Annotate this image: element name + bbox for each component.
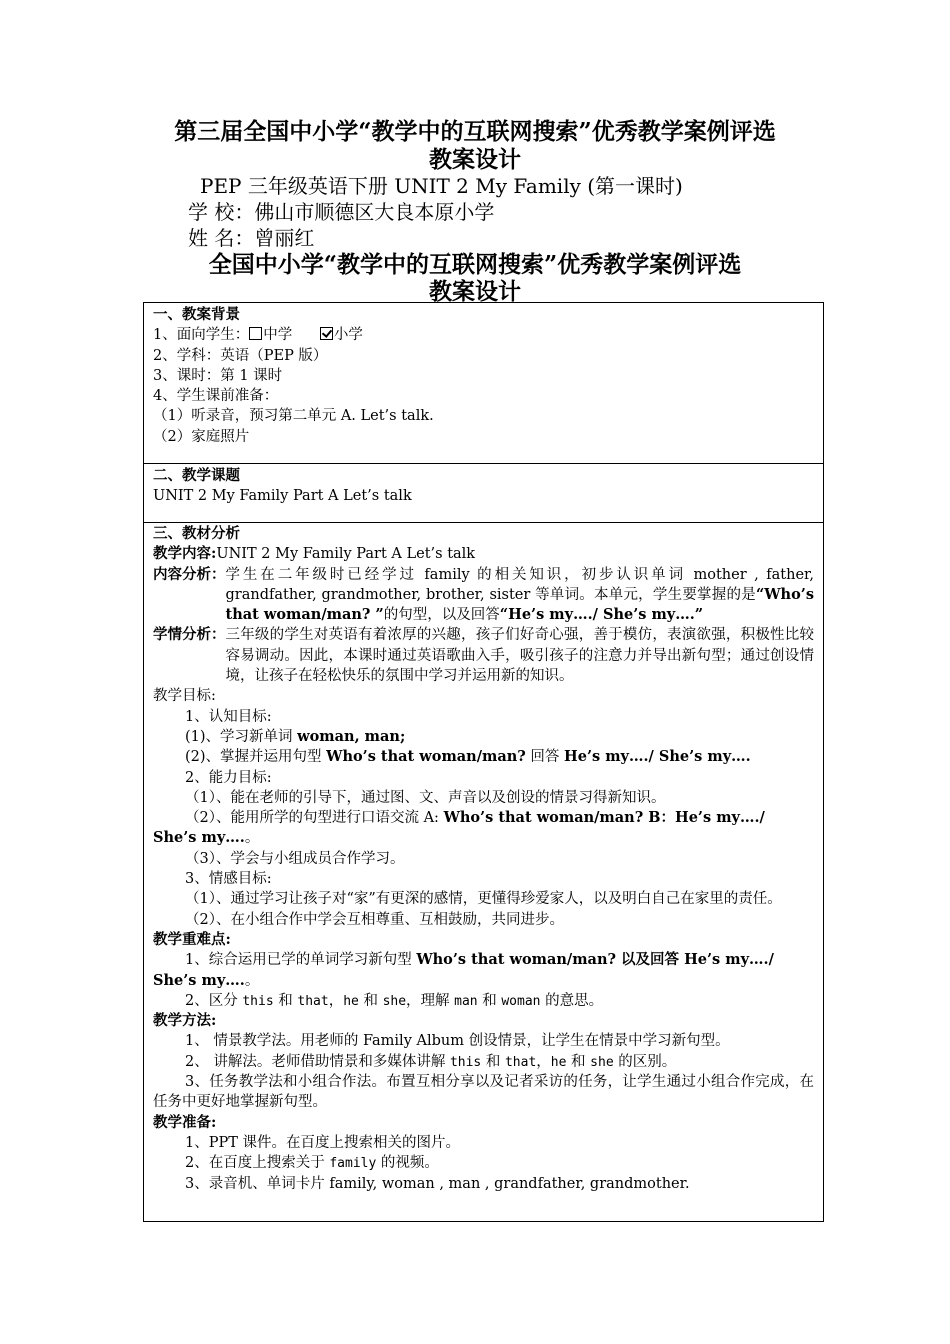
learner-analysis: 学情分析： 三年级的学生对英语有着浓厚的兴趣，孩子们好奇心强，善于模仿，表演欲强，积极性比较容易调动。因此，本课时通过英语歌曲入手，吸引孩子的注意力并导出新句型；通过创设情境，让孩子在轻松快乐的氛围中学习并运用新的知识。 [153,626,814,685]
subject-line: 2、学科：英语（PEP 版） [153,347,328,364]
school-line: 学 校：佛山市顺德区大良本原小学 [188,200,495,224]
preparation-label: 教学准备: [153,1113,217,1131]
methods-label: 教学方法: [153,1012,217,1030]
target-students: 1、面向学生： 中学 小学 [153,327,363,344]
document-title-2: 全国中小学“教学中的互联网搜索”优秀教学案例评选 [208,251,742,278]
key-point: 2、区分 this 和 that，he 和 she，理解 man 和 woman 的意思。 [185,992,604,1009]
section-heading: 一、教案背景 [153,306,240,323]
content-analysis: 内容分析： 学生在二年级时已经学过 family 的相关知识，初步认识单词 mother , father, grandfather, grandmother, brother, sister 等单词。本单元，学生要掌握的是“Who’s that woman/man? ”的句型，以及回答“He’s my…./ She’s my….” [153,565,814,624]
document-title: 第三届全国中小学“教学中的互联网搜索”优秀教学案例评选 [174,118,776,145]
method-item: 2、 讲解法。老师借助情景和多媒体讲解 this 和 that，he 和 she 的区别。 [185,1053,677,1070]
goal-item: （3）、学会与小组成员合作学习。 [185,850,405,867]
preparation-item: 1、PPT 课件。在百度上搜索相关的图片。 [185,1134,461,1151]
content-line: 教学内容:UNIT 2 My Family Part A Let’s talk [153,545,476,563]
section-heading: 三、教材分析 [153,525,240,542]
goals-label: 教学目标: [153,688,216,705]
checkbox-unchecked-icon [249,327,262,340]
row-divider [144,522,823,523]
goal-item: (2)、掌握并运用句型 Who’s that woman/man? 回答 He’s my…./ She’s my…. [185,748,751,766]
goal-cognitive: 1、认知目标: [185,708,272,725]
goal-emotion: 3、情感目标: [185,871,272,888]
method-item: 1、 情景教学法。用老师的 Family Album 创设情景，让学生在情景中学习新句型。 [185,1033,730,1050]
document-subtitle: 教案设计 [429,146,521,173]
preparation-item: 3、录音机、单词卡片 family, woman , man , grandfather, grandmother. [185,1175,690,1192]
goal-item: （1）、通过学习让孩子对“家”有更深的感情，更懂得珍爱家人，以及明白自己在家里的责任。 [185,891,782,908]
goal-item: (1)、学习新单词 woman, man; [185,727,406,745]
section-analysis [153,524,814,1194]
goal-item: （2）、在小组合作中学会互相尊重、互相鼓励，共同进步。 [185,911,564,928]
lesson-plan-table [143,302,824,1222]
section-topic [153,466,814,507]
topic-line: UNIT 2 My Family Part A Let’s talk [153,488,412,505]
prep-item: （2）家庭照片 [153,428,250,445]
prep-item: （1）听录音，预习第二单元 A. Let’s talk. [153,408,434,425]
row-divider [144,463,823,464]
goal-item: （2）、能用所学的句型进行口语交流 A: Who’s that woman/man? B：He’s my…./ She’s my….。 [153,809,765,847]
course-line: PEP 三年级英语下册 UNIT 2 My Family (第一课时) [200,174,683,198]
key-points-label: 教学重难点: [153,930,231,948]
section-background [153,305,814,447]
period-line: 3、课时：第 1 课时 [153,367,283,384]
document-subtitle-2: 教案设计 [429,278,521,305]
preparation-item: 2、在百度上搜索关于 family 的视频。 [185,1155,439,1172]
section-heading: 二、教学课题 [153,467,240,484]
key-point: 1、综合运用已学的单词学习新句型 Who’s that woman/man? 以及回答 He’s my…./ She’s my….。 [153,951,774,989]
goal-ability: 2、能力目标: [185,769,272,786]
method-item: 3、任务教学法和小组合作法。布置互相分享以及记者采访的任务，让学生通过小组合作完成，在任务中更好地掌握新句型。 [153,1074,814,1111]
goal-item: （1）、能在老师的引导下，通过图、文、声音以及创设的情景习得新知识。 [185,789,666,806]
name-line: 姓 名：曾丽红 [188,226,315,250]
prep-line: 4、学生课前准备： [153,388,279,405]
checkbox-checked-icon [320,327,333,340]
